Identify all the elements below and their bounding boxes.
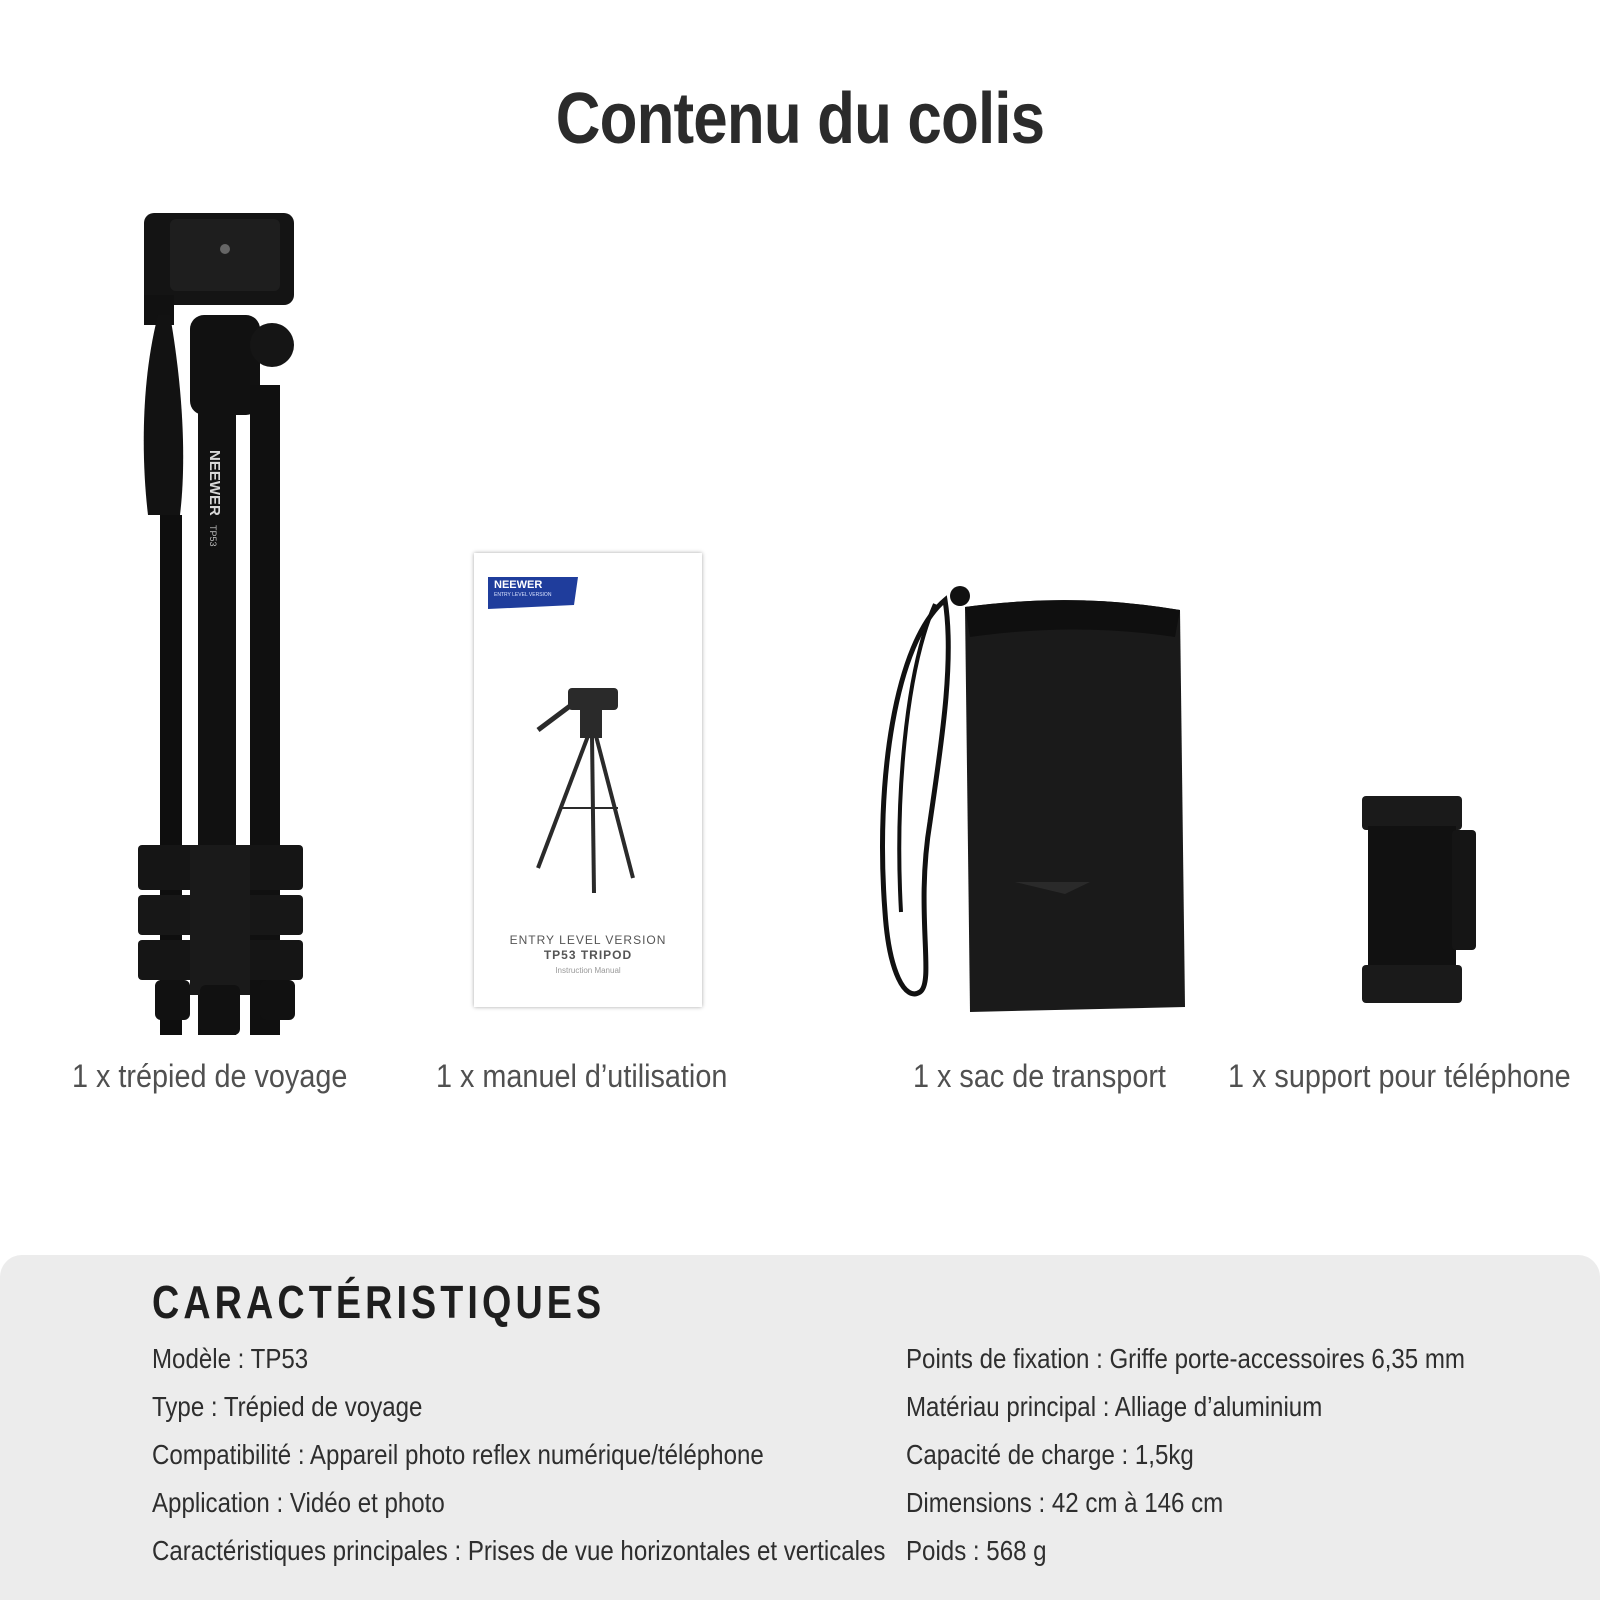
spec-left-2: Type : Trépied de voyage xyxy=(152,1391,423,1422)
tripod-image xyxy=(130,205,310,1035)
specifications-title: CARACTÉRISTIQUES xyxy=(152,1276,606,1328)
item-caption-phone-holder: 1 x support pour téléphone xyxy=(1228,1058,1571,1094)
spec-right-1: Points de fixation : Griffe porte-accessoires 6,35 mm xyxy=(906,1343,1465,1374)
tripod-brand: NEEWER xyxy=(206,450,223,516)
manual-logo-text: NEEWER xyxy=(494,579,543,591)
manual-line-3: Instruction Manual xyxy=(555,966,621,975)
manual-line-1: ENTRY LEVEL VERSION xyxy=(509,933,667,947)
spec-right-5: Poids : 568 g xyxy=(906,1535,1047,1566)
spec-right-4: Dimensions : 42 cm à 146 cm xyxy=(906,1487,1224,1518)
spec-left-5: Caractéristiques principales : Prises de vue horizontales et verticales xyxy=(152,1535,886,1566)
spec-left-4: Application : Vidéo et photo xyxy=(152,1487,445,1518)
item-caption-manual: 1 x manuel d’utilisation xyxy=(436,1058,728,1094)
page-title: Contenu du colis xyxy=(555,79,1045,159)
specifications-panel xyxy=(0,1255,1600,1600)
manual-logo-subtext: ENTRY LEVEL VERSION xyxy=(494,592,552,598)
carrying-bag-image xyxy=(875,582,1195,1017)
item-caption-bag: 1 x sac de transport xyxy=(913,1058,1166,1094)
spec-right-3: Capacité de charge : 1,5kg xyxy=(906,1439,1194,1470)
manual-tripod-illustration xyxy=(518,688,658,898)
tripod-model: TP53 xyxy=(208,525,218,547)
spec-right-2: Matériau principal : Alliage d’aluminium xyxy=(906,1391,1323,1422)
manual-line-2: TP53 TRIPOD xyxy=(543,948,633,962)
instruction-manual xyxy=(474,553,702,1007)
phone-holder-image xyxy=(1360,790,1480,1010)
spec-left-3: Compatibilité : Appareil photo reflex numérique/téléphone xyxy=(152,1439,764,1470)
spec-left-1: Modèle : TP53 xyxy=(152,1343,309,1374)
item-caption-tripod: 1 x trépied de voyage xyxy=(72,1058,348,1094)
